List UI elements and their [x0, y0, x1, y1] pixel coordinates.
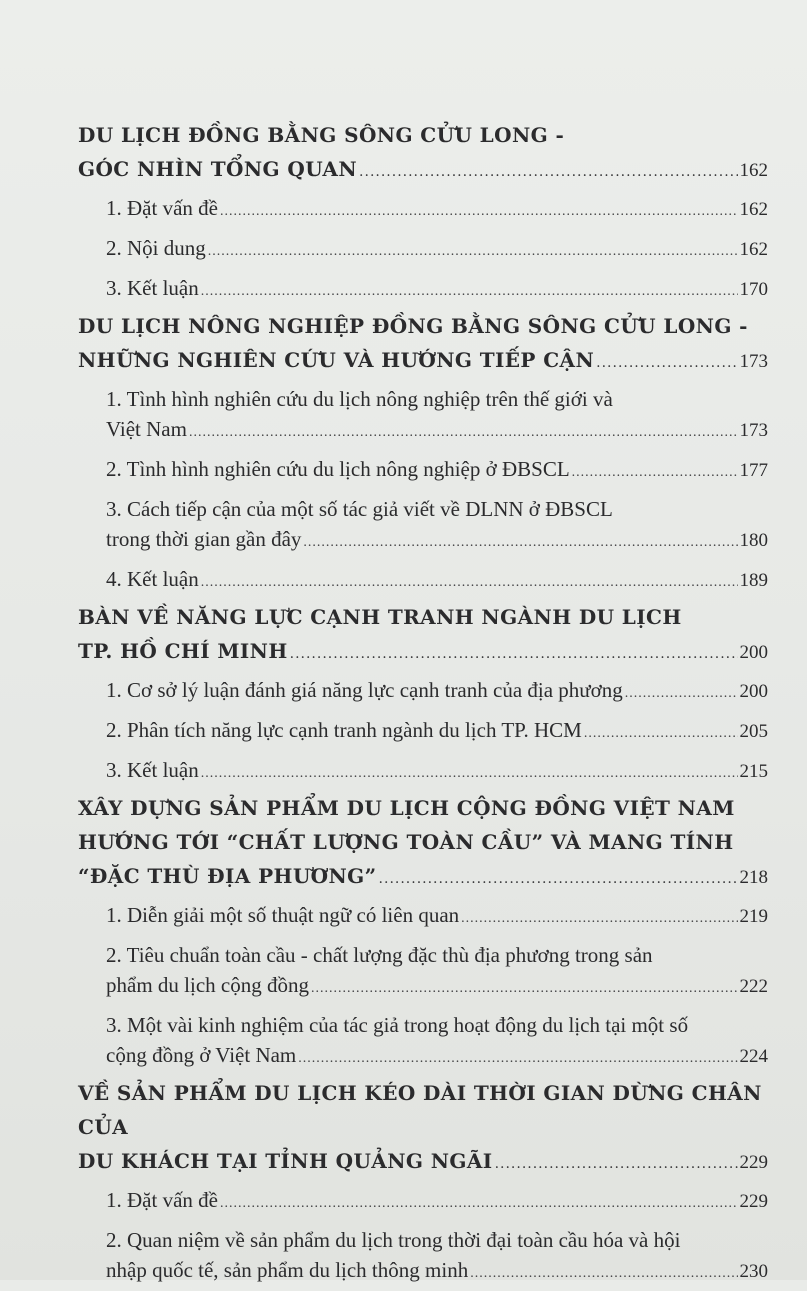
toc-item [106, 1181, 768, 1221]
page-number: 229 [739, 1191, 768, 1212]
page-number: 215 [739, 761, 768, 782]
section-title-line: TP. HỒ CHÍ MINH [78, 639, 288, 663]
toc-item [106, 1006, 768, 1076]
toc-item-row [106, 1255, 768, 1289]
dot-leader [201, 568, 738, 598]
toc-item [106, 1221, 768, 1291]
page-number: 189 [739, 570, 768, 591]
toc-item-row [106, 524, 768, 558]
dot-leader [470, 1259, 737, 1289]
section-title-line: BÀN VỀ NĂNG LỰC CẠNH TRANH NGÀNH DU LỊCH [78, 605, 682, 629]
dot-leader [495, 1147, 738, 1181]
page-number: 170 [739, 279, 768, 300]
toc-item-line: 2. Tình hình nghiên cứu du lịch nông nghiệp ở ĐBSCL [106, 457, 570, 481]
page-number: 224 [739, 1046, 768, 1067]
toc-item [106, 380, 768, 450]
dot-leader [379, 862, 738, 896]
toc-item-line: 1. Diễn giải một số thuật ngữ có liên quan [106, 903, 460, 927]
toc-item [106, 671, 768, 711]
toc-item-line: 3. Kết luận [106, 758, 199, 782]
dot-leader [201, 759, 738, 789]
dot-leader [220, 1189, 738, 1219]
toc-section [78, 118, 768, 309]
dot-leader [189, 418, 738, 448]
toc-item-line: 2. Quan niệm về sản phẩm du lịch trong thời đại toàn cầu hóa và hội [106, 1228, 681, 1252]
page-number: 177 [739, 460, 768, 481]
page-number: 162 [739, 160, 768, 181]
dot-leader [201, 277, 738, 307]
section-title-line: HƯỚNG TỚI “CHẤT LƯỢNG TOÀN CẦU” VÀ MANG TÍNH [78, 830, 734, 854]
toc-item-row [106, 564, 768, 598]
toc-item-line: nhập quốc tế, sản phẩm du lịch thông minh [106, 1258, 469, 1282]
page-number: 229 [739, 1152, 768, 1173]
section-title [78, 791, 768, 896]
toc-item-line: 3. Cách tiếp cận của một số tác giả viết về DLNN ở ĐBSCL [106, 497, 613, 521]
section-title-line: DU LỊCH ĐỒNG BẰNG SÔNG CỬU LONG - [78, 123, 565, 147]
toc-item [106, 189, 768, 229]
toc-item-line: Việt Nam [106, 417, 187, 441]
toc-item-row [106, 193, 768, 227]
toc-item-row [106, 715, 768, 749]
toc-item [106, 450, 768, 490]
toc-section [78, 1076, 768, 1291]
dot-leader [572, 458, 738, 488]
toc-item-line: 2. Nội dung [106, 236, 206, 260]
toc-item-row [106, 1040, 768, 1074]
toc-item [106, 711, 768, 751]
section-title [78, 600, 768, 671]
section-title-row [78, 634, 768, 671]
page-number: 205 [739, 721, 768, 742]
dot-leader [298, 1044, 737, 1074]
section-title-line: VỀ SẢN PHẨM DU LỊCH KÉO DÀI THỜI GIAN DỪNG CHÂN CỦA [78, 1081, 762, 1139]
toc-section [78, 791, 768, 1076]
page-number: 222 [739, 976, 768, 997]
toc-item-line: 3. Một vài kinh nghiệm của tác giả trong hoạt động du lịch tại một số [106, 1013, 689, 1037]
section-title-line: “ĐẶC THÙ ĐỊA PHƯƠNG” [78, 864, 377, 888]
section-title-row [78, 1144, 768, 1181]
section-title [78, 309, 768, 380]
dot-leader [461, 904, 737, 934]
toc-item-line: 1. Cơ sở lý luận đánh giá năng lực cạnh tranh của địa phương [106, 678, 623, 702]
page-number: 162 [739, 239, 768, 260]
section-title [78, 118, 768, 189]
dot-leader [596, 346, 737, 380]
table-of-contents [78, 118, 768, 1291]
toc-item [106, 751, 768, 791]
toc-item-row [106, 1185, 768, 1219]
toc-item-row [106, 755, 768, 789]
dot-leader [220, 197, 738, 227]
toc-item-line: cộng đồng ở Việt Nam [106, 1043, 297, 1067]
section-title [78, 1076, 768, 1181]
toc-item-row [106, 900, 768, 934]
page-number: 180 [739, 530, 768, 551]
page-number: 200 [739, 642, 768, 663]
dot-leader [208, 237, 738, 267]
dot-leader [359, 155, 737, 189]
section-title-line: XÂY DỰNG SẢN PHẨM DU LỊCH CỘNG ĐỒNG VIỆT NAM [78, 796, 735, 820]
toc-item-line: 1. Đặt vấn đề [106, 1188, 218, 1212]
dot-leader [290, 637, 738, 671]
toc-item-line: trong thời gian gần đây [106, 527, 302, 551]
page-number: 173 [739, 420, 768, 441]
dot-leader [625, 679, 738, 709]
dot-leader [303, 528, 737, 558]
toc-item-line: 4. Kết luận [106, 567, 199, 591]
toc-section [78, 309, 768, 600]
page-number: 218 [739, 867, 768, 888]
toc-section [78, 600, 768, 791]
section-title-line: NHỮNG NGHIÊN CỨU VÀ HƯỚNG TIẾP CẬN [78, 348, 595, 372]
dot-leader [584, 719, 738, 749]
toc-item-row [106, 414, 768, 448]
page-number: 230 [739, 1261, 768, 1282]
section-title-line: DU KHÁCH TẠI TỈNH QUẢNG NGÃI [78, 1149, 493, 1173]
section-title-row [78, 343, 768, 380]
toc-item-row [106, 675, 768, 709]
page-number: 162 [739, 199, 768, 220]
toc-item-row [106, 233, 768, 267]
section-title-line: DU LỊCH NÔNG NGHIỆP ĐỒNG BẰNG SÔNG CỬU LONG - [78, 314, 748, 338]
toc-item [106, 560, 768, 600]
toc-item-line: 2. Phân tích năng lực cạnh tranh ngành du lịch TP. HCM [106, 718, 582, 742]
page-number: 200 [739, 681, 768, 702]
section-title-row [78, 859, 768, 896]
section-title-row [78, 152, 768, 189]
toc-item-line: 1. Tình hình nghiên cứu du lịch nông nghiệp trên thế giới và [106, 387, 613, 411]
toc-item [106, 896, 768, 936]
toc-item-line: phẩm du lịch cộng đồng [106, 973, 309, 997]
toc-item-line: 2. Tiêu chuẩn toàn cầu - chất lượng đặc thù địa phương trong sản [106, 943, 653, 967]
page-number: 173 [739, 351, 768, 372]
toc-item-row [106, 273, 768, 307]
page-number: 219 [739, 906, 768, 927]
toc-item-row [106, 454, 768, 488]
section-title-line: GÓC NHÌN TỔNG QUAN [78, 157, 358, 181]
toc-item [106, 269, 768, 309]
toc-item [106, 490, 768, 560]
toc-item-line: 1. Đặt vấn đề [106, 196, 218, 220]
toc-item [106, 229, 768, 269]
toc-item [106, 936, 768, 1006]
toc-item-line: 3. Kết luận [106, 276, 199, 300]
toc-item-row [106, 970, 768, 1004]
dot-leader [311, 974, 738, 1004]
